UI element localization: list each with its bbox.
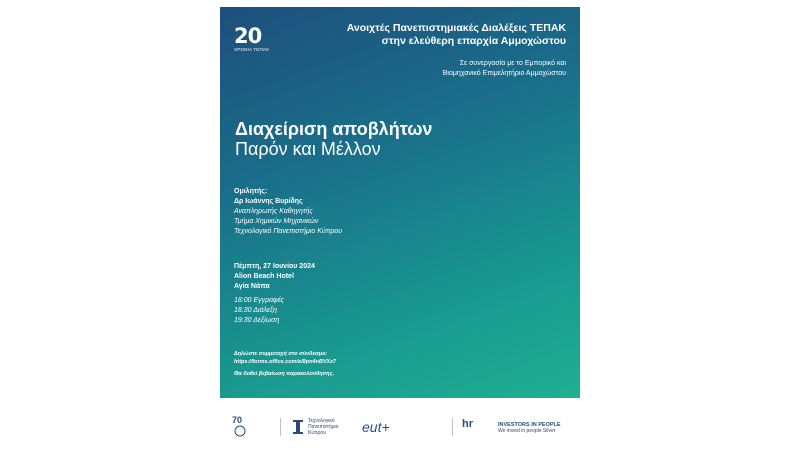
divider [452,418,453,436]
speaker-block [234,187,342,237]
logo-mark: 20 [234,24,262,48]
collaboration-note [443,59,566,79]
event-date: Πέμπτη, 27 Ιουνίου 2024 [234,263,315,270]
logo-caption: ΧΡΟΝΙΑ ΤΕΠΑΚ [234,47,270,52]
tepak-20-years-logo [234,26,270,56]
seal-icon [232,425,248,437]
cut-70-years-logo: 70 [232,416,248,439]
speaker-heading: Ομιλητής: [234,188,268,195]
collab-line-1: Σε συνεργασία με το Εμπορικό και [459,60,566,67]
investors-in-people-logo: INVESTORS IN PEOPLE We invest in people Silver [498,422,561,434]
event-venue: Alion Beach Hotel [234,273,294,280]
tepak-pillar-icon [292,419,304,435]
speaker-line: Τμήμα Χημικών Μηχανικών [234,218,319,225]
schedule-item: 19:30 Δεξίωση [234,317,280,324]
lecture-subtitle: Παρόν και Μέλλον [235,139,381,159]
hr-excellence-logo: hr [462,418,473,430]
header-line-1: Ανοιχτές Πανεπιστημιακές Διαλέξεις ΤΕΠΑΚ [346,22,566,34]
collab-line-2: Βιομηχανικό Επιμελητήριο Αμμοχώστου [442,70,566,77]
header-line-2: στην ελεύθερη επαρχία Αμμοχώστου [381,35,566,47]
schedule-item: 18:30 Διάλεξη [234,307,277,314]
registration-link[interactable]: https://forms.office.com/e/8pn4nBVXz7 [234,359,336,365]
poster-header [347,22,566,48]
speaker-name: Δρ Ιωάννης Βυρίδης [234,198,303,205]
event-poster [220,7,580,398]
schedule-item: 18:00 Εγγραφές [234,297,284,304]
attendance-note: Θα δοθεί βεβαίωση παρακολούθησης. [234,371,335,377]
speaker-line: Αναπληρωτής Καθηγητής [234,208,313,215]
eut-plus-logo: eut+ [362,419,390,435]
registration-block [234,350,336,378]
speaker-line: Τεχνολογικό Πανεπιστήμιο Κύπρου [234,228,343,235]
sponsor-footer [220,398,580,460]
divider [280,418,281,436]
tepak-logo: Τεχνολογικό Πανεπιστήμιο Κύπρου [292,418,348,436]
event-city: Αγία Νάπα [234,283,270,290]
registration-prompt: Δηλώστε συμμετοχή στο σύνδεσμο: [234,351,328,357]
event-details [234,262,315,326]
lecture-title: Διαχείριση αποβλήτων [235,119,433,139]
